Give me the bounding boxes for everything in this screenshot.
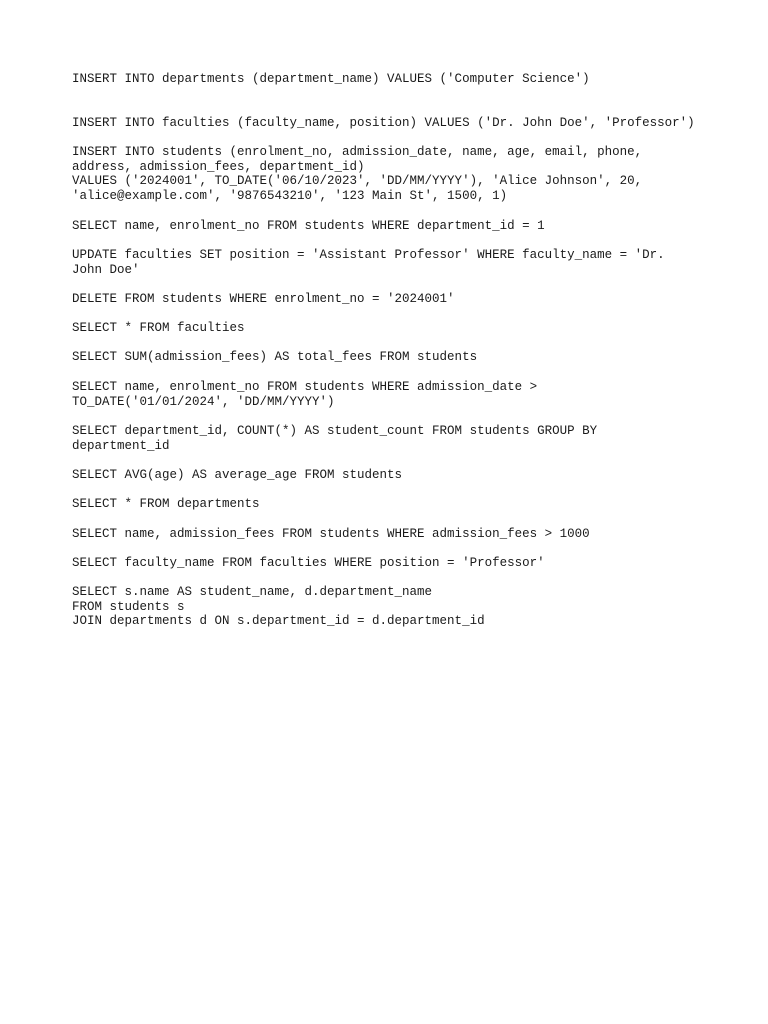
statement-line: VALUES ('2024001', TO_DATE('06/10/2023', 'DD/MM/YYYY'), 'Alice Johnson', 20, xyxy=(72,174,643,189)
statement-line: SELECT name, enrolment_no FROM students WHERE department_id = 1 xyxy=(72,219,545,233)
statement-line: SELECT * FROM departments xyxy=(72,497,260,511)
statement-line: 'alice@example.com', '9876543210', '123 Main St', 1500, 1) xyxy=(72,188,508,203)
statement-2 xyxy=(72,116,695,131)
statement-line: UPDATE faculties SET position = 'Assistant Professor' WHERE faculty_name = 'Dr. xyxy=(72,248,665,262)
statement-8 xyxy=(72,350,477,365)
statement-line: INSERT INTO departments (department_name) VALUES ('Computer Science') xyxy=(72,72,590,86)
statement-11 xyxy=(72,468,402,483)
statement-line: SELECT AVG(age) AS average_age FROM students xyxy=(72,468,403,482)
statement-14 xyxy=(72,556,545,571)
statement-6 xyxy=(72,292,455,307)
statement-line: TO_DATE('01/01/2024', 'DD/MM/YYYY') xyxy=(72,394,335,409)
statement-13 xyxy=(72,527,590,542)
statement-line: SELECT faculty_name FROM faculties WHERE position = 'Professor' xyxy=(72,556,545,570)
statement-line: SELECT SUM(admission_fees) AS total_fees FROM students xyxy=(72,350,478,364)
statement-15 xyxy=(72,585,485,629)
statement-1 xyxy=(72,72,590,87)
statement-line: address, admission_fees, department_id) xyxy=(72,159,365,174)
statement-line: INSERT INTO faculties (faculty_name, position) VALUES ('Dr. John Doe', 'Professor') xyxy=(72,116,695,130)
statement-line: INSERT INTO students (enrolment_no, admission_date, name, age, email, phone, xyxy=(72,145,643,159)
statement-7 xyxy=(72,321,245,336)
statement-9 xyxy=(72,380,537,409)
statement-5 xyxy=(72,248,665,277)
statement-10 xyxy=(72,424,597,453)
statement-line: SELECT * FROM faculties xyxy=(72,321,245,335)
statement-line: SELECT s.name AS student_name, d.department_name xyxy=(72,585,433,599)
statement-line: John Doe' xyxy=(72,262,140,277)
statement-line: SELECT name, enrolment_no FROM students WHERE admission_date > xyxy=(72,380,538,394)
statement-line: FROM students s xyxy=(72,599,185,614)
statement-line: JOIN departments d ON s.department_id = d.department_id xyxy=(72,614,485,629)
statement-12 xyxy=(72,497,260,512)
statement-line: SELECT department_id, COUNT(*) AS student_count FROM students GROUP BY xyxy=(72,424,598,438)
statement-line: department_id xyxy=(72,438,170,453)
statement-line: DELETE FROM students WHERE enrolment_no = '2024001' xyxy=(72,292,455,306)
statement-line: SELECT name, admission_fees FROM students WHERE admission_fees > 1000 xyxy=(72,527,590,541)
statement-4 xyxy=(72,219,545,234)
statement-3 xyxy=(72,145,642,203)
